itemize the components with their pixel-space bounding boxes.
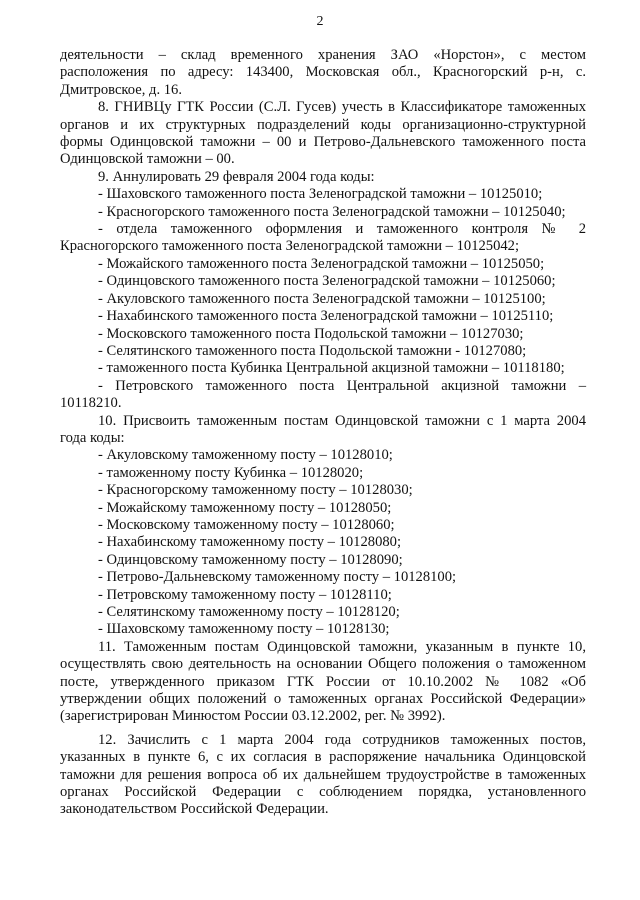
list-item: - Московскому таможенному посту – 10128060; [98,516,395,533]
list-item: - Шаховского таможенного поста Зеленоградской таможни – 10125010; [98,186,543,203]
list-item: - Петрово-Дальневскому таможенному посту – 10128100; [98,569,457,586]
list-item: - Петровского таможенного поста Центральной акцизной таможни – 10118210. [60,377,586,412]
list-item: - отдела таможенного оформления и таможенного контроля № 2 Красногорского таможенного поста Зеленоградской таможни – 10125042; [60,221,586,255]
list-item: - Одинцовскому таможенному посту – 10128090; [98,551,403,568]
item-10-code-list [60,447,586,638]
list-item: - Нахабинскому таможенному посту – 10128080; [98,534,402,551]
list-item: - Селятинского таможенного поста Подольской таможни - 10127080; [98,342,527,359]
list-item: - Шаховскому таможенному посту – 10128130; [98,621,390,638]
page-number: 2 [316,14,324,29]
list-item: - Красногорскому таможенному посту – 10128030; [98,482,413,499]
item-8-paragraph: 8. ГНИВЦу ГТК России (С.Л. Гусев) учесть в Классификаторе таможенных органов и их структурных подразделений коды организационно-структурной формы Одинцовской таможни – 00 и Петрово-Дальневского таможенного поста Одинцовской таможни – 00. [60,99,586,168]
list-item: - таможенного поста Кубинка Центральной акцизной таможни – 10118180; [98,360,565,377]
item-9-heading: 9. Аннулировать 29 февраля 2004 года коды: [98,168,375,185]
list-item: - Акуловскому таможенному посту – 10128010; [98,447,393,464]
list-item: - Петровскому таможенному посту – 10128110; [98,586,392,603]
list-item: - Можайского таможенного поста Зеленоградской таможни – 10125050; [98,255,545,272]
list-item: - Одинцовского таможенного поста Зеленоградской таможни – 10125060; [98,273,556,290]
list-item: - Московского таможенного поста Подольской таможни – 10127030; [98,325,524,342]
list-item: - таможенному посту Кубинка – 10128020; [98,464,364,481]
list-item: - Красногорского таможенного поста Зеленоградской таможни – 10125040; [98,203,566,220]
intro-paragraph: деятельности – склад временного хранения ЗАО «Норстон», с местом расположения по адресу: 143400, Московская обл., Красногорский р-н, с. Дмитровское, д. 16. [60,47,586,98]
list-item: - Селятинскому таможенному посту – 10128120; [98,604,400,620]
list-item: - Акуловского таможенного поста Зеленоградской таможни – 10125100; [98,290,546,307]
document-body [60,47,586,819]
item-9-code-list [60,186,586,412]
item-10-heading: 10. Присвоить таможенным постам Одинцовской таможни с 1 марта 2004 года коды: [60,412,586,446]
item-11-paragraph: 11. Таможенным постам Одинцовской таможни, указанным в пункте 10, осуществлять свою деятельность на основании Общего положения о таможенном посте, утвержденного приказом ГТК России от 10.10.2002 № 1082 «Об утверждении общих положений о таможенных органах Российской Федерации» (зарегистрирован Минюстом России 03.12.2002, рег. № 3992). [60,638,586,725]
list-item: - Нахабинского таможенного поста Зеленоградской таможни – 10125110; [98,308,554,325]
list-item: - Можайскому таможенному посту – 10128050; [98,499,392,516]
item-12-paragraph: 12. Зачислить с 1 марта 2004 года сотрудников таможенных постов, указанных в пункте 6, с их согласия в распоряжение начальника Одинцовской таможни для решения вопроса об их дальнейшем трудоустройстве в таможенных органах Российской Федерации с соблюдением порядка, установленного законодательством Российской Федерации. [60,731,586,818]
